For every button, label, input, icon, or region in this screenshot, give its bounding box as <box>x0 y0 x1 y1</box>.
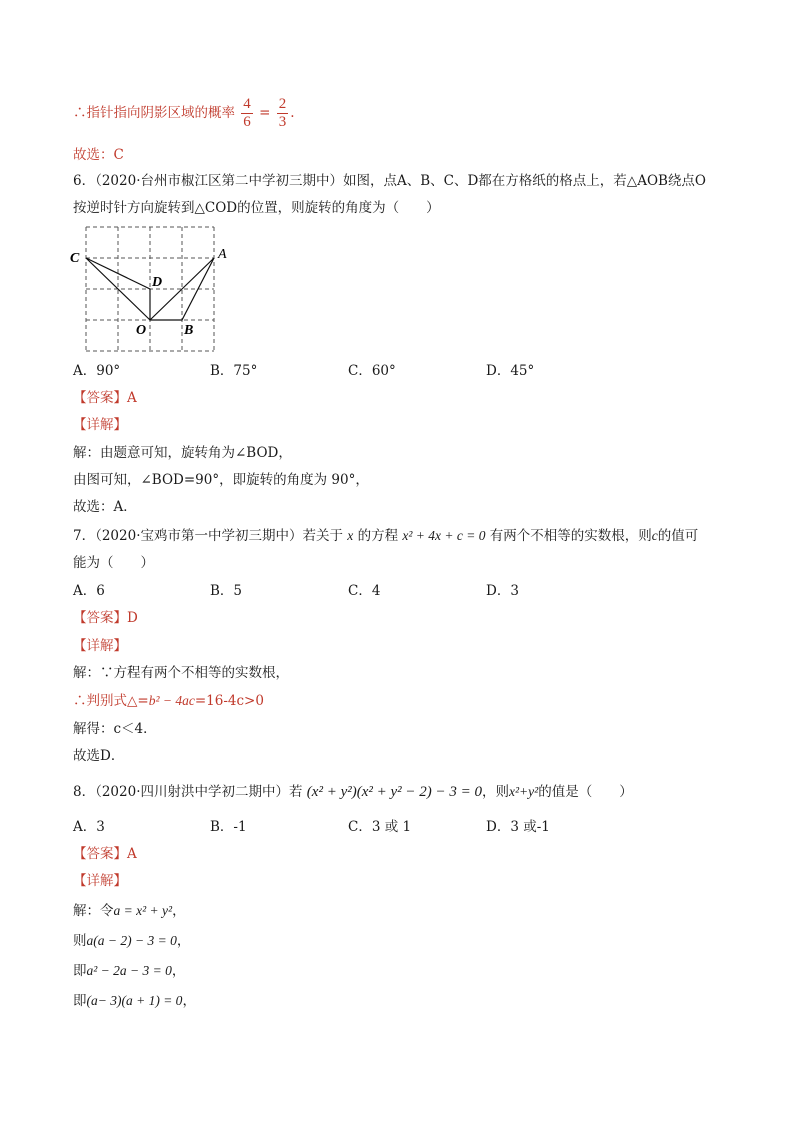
q8-stem-part1: 8．（2020·四川射洪中学初二期中）若 <box>73 784 303 800</box>
q8-option-b: B．-1 <box>210 819 247 835</box>
q6-solution-line1: 解：由题意可知，旋转角为∠BOD， <box>73 445 292 461</box>
q7-discriminant-expr: b² − 4ac <box>148 693 195 708</box>
probability-line <box>73 96 295 131</box>
q8-stem <box>73 782 633 802</box>
q7-equation: x² + 4x + c = 0 <box>402 528 486 543</box>
label-o: O <box>136 323 147 338</box>
q7-stem-part1: 7．（2020·宝鸡市第一中学初三期中）若关于 <box>73 528 343 544</box>
period: . <box>290 105 295 121</box>
q7-stem-part4: 的值可 <box>657 528 699 544</box>
q8-sol3-prefix: 即 <box>73 963 87 979</box>
q7-answer: 【答案】D <box>73 610 138 626</box>
q7-option-b: B．5 <box>210 583 243 599</box>
q7-solution-line3: 解得：c＜4． <box>73 721 157 737</box>
answer-choice-c: 故选：C <box>73 147 124 163</box>
q6-detail-heading: 【详解】 <box>73 417 127 433</box>
q7-stem-line2: 能为（ ） <box>73 555 154 571</box>
q8-answer: 【答案】A <box>73 846 137 862</box>
q6-option-a: A．90° <box>73 363 121 379</box>
var-c: c <box>651 528 658 543</box>
q8-solution-line2 <box>73 931 190 951</box>
q8-detail-heading: 【详解】 <box>73 873 127 889</box>
q7-option-c: C．4 <box>348 583 381 599</box>
fraction-numerator: 2 <box>278 96 287 112</box>
q7-option-a: A．6 <box>73 583 105 599</box>
label-b: B <box>184 323 194 338</box>
fraction-2-3 <box>277 96 289 131</box>
q6-solution-line2: 由图可知，∠BOD=90°，即旋转的角度为 90°， <box>73 472 369 488</box>
q8-option-d: D．3 或-1 <box>486 819 550 835</box>
q6-answer: 【答案】A <box>73 390 137 406</box>
q7-stem-part2: 的方程 <box>357 528 399 544</box>
equals-sign: = <box>259 105 271 121</box>
label-c: C <box>70 251 80 266</box>
q6-option-b: B．75° <box>210 363 258 379</box>
q8-expression: x²+y² <box>509 784 539 799</box>
q8-option-a: A．3 <box>73 819 105 835</box>
fraction-denominator: 3 <box>278 114 287 130</box>
q8-solution-line1 <box>73 901 186 921</box>
q7-solution-line4: 故选D． <box>73 748 125 764</box>
q7-stem-line1 <box>73 526 698 546</box>
comma: ， <box>176 933 191 949</box>
q8-option-c: C．3 或 1 <box>348 819 412 835</box>
comma: ， <box>171 963 186 979</box>
q8-stem-part2: ，则 <box>482 784 510 800</box>
q6-option-c: C．60° <box>348 363 396 379</box>
comma: ， <box>172 903 186 919</box>
q8-sol2-prefix: 则 <box>73 933 87 949</box>
q7-discriminant-value: =16-4c>0 <box>194 693 264 709</box>
q7-solution-line1: 解：∵方程有两个不相等的实数根， <box>73 665 289 681</box>
q8-solution-line4 <box>73 991 196 1011</box>
q7-solution-line2 <box>73 691 264 711</box>
q8-solution-line3 <box>73 961 185 981</box>
q8-equation: (x² + y²)(x² + y² − 2) − 3 = 0 <box>306 784 483 800</box>
fraction-numerator: 4 <box>243 96 251 112</box>
q7-stem-part3: 有两个不相等的实数根，则 <box>489 528 652 544</box>
q8-sol4-prefix: 即 <box>73 993 87 1009</box>
q6-stem-line2: 按逆时针方向旋转到△COD的位置，则旋转的角度为（ ） <box>73 200 440 216</box>
q8-sol2-math: a(a − 2) − 3 = 0 <box>86 933 177 948</box>
q8-sol1-math: a = x² + y² <box>113 903 173 918</box>
label-a: A <box>218 247 227 262</box>
q8-sol3-math: a² − 2a − 3 = 0 <box>86 963 172 978</box>
label-d: D <box>152 275 163 290</box>
var-x: x <box>347 528 354 543</box>
comma: ， <box>182 993 196 1009</box>
q7-discriminant-label: ∴判别式△= <box>73 693 149 709</box>
q6-solution-line3: 故选：A． <box>73 499 137 515</box>
fraction-4-6 <box>241 96 253 131</box>
rotation-grid-figure <box>68 222 230 356</box>
q7-detail-heading: 【详解】 <box>73 638 127 654</box>
q8-sol4-math: (a− 3)(a + 1) = 0 <box>86 993 183 1008</box>
probability-text: ∴指针指向阴影区域的概率 <box>73 105 235 121</box>
fraction-denominator: 6 <box>243 114 251 130</box>
q6-option-d: D．45° <box>486 363 535 379</box>
q8-sol1-prefix: 解：令 <box>73 903 114 919</box>
q7-option-d: D．3 <box>486 583 519 599</box>
q8-stem-part3: 的值是（ ） <box>538 784 633 800</box>
q6-stem-line1: 6．（2020·台州市椒江区第二中学初三期中）如图，点A、B、C、D都在方格纸的格点上，若△AOB绕点O <box>73 173 706 189</box>
